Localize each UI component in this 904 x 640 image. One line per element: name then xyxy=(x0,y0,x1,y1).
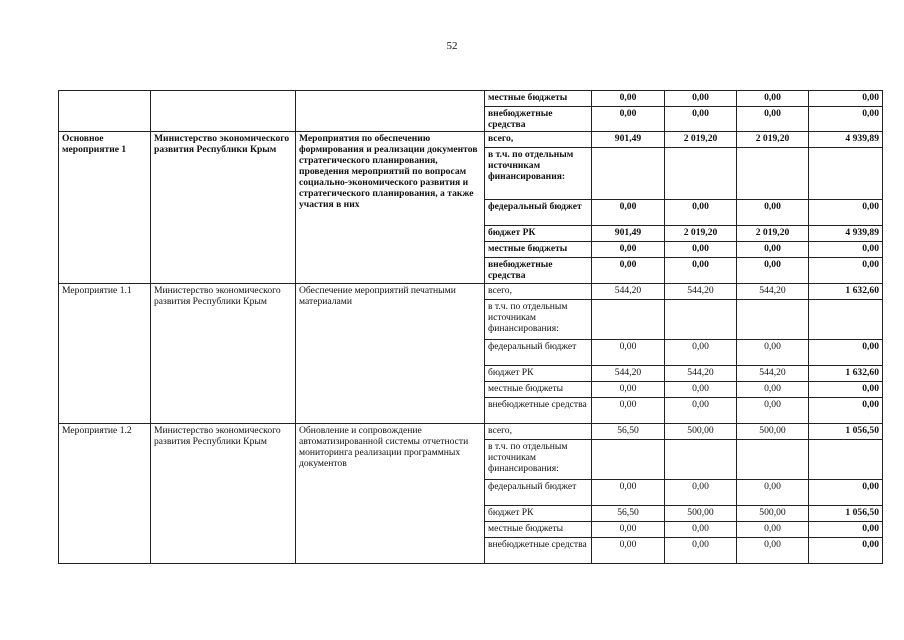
source-cell: бюджет РК xyxy=(485,226,592,242)
description-cell: Обеспечение мероприятий печатными материалами xyxy=(296,284,485,424)
total-value-cell: 0,00 xyxy=(809,242,883,258)
year-value-cell: 500,00 xyxy=(737,424,809,440)
name-cell: Мероприятие 1.2 xyxy=(59,424,151,564)
year-value-cell: 0,00 xyxy=(665,258,737,284)
year-value-cell: 0,00 xyxy=(737,107,809,132)
total-value-cell: 4 939,89 xyxy=(809,132,883,148)
executor-cell: Министерство экономического развития Республики Крым xyxy=(151,284,296,424)
source-cell: бюджет РК xyxy=(485,506,592,522)
year-value-cell: 0,00 xyxy=(592,242,665,258)
budget-table xyxy=(58,90,883,564)
source-cell: местные бюджеты xyxy=(485,382,592,398)
year-value-cell: 2 019,20 xyxy=(737,132,809,148)
year-value-cell: 56,50 xyxy=(592,424,665,440)
year-value-cell: 0,00 xyxy=(592,538,665,564)
source-cell: всего, xyxy=(485,424,592,440)
year-value-cell: 0,00 xyxy=(737,382,809,398)
total-value-cell xyxy=(809,148,883,200)
year-value-cell xyxy=(737,148,809,200)
year-value-cell: 0,00 xyxy=(737,398,809,424)
name-cell xyxy=(59,91,151,132)
year-value-cell: 500,00 xyxy=(665,506,737,522)
table-row xyxy=(59,132,883,148)
year-value-cell: 56,50 xyxy=(592,506,665,522)
year-value-cell: 0,00 xyxy=(737,522,809,538)
source-cell: местные бюджеты xyxy=(485,242,592,258)
table-row xyxy=(59,284,883,300)
total-value-cell: 1 056,50 xyxy=(809,424,883,440)
source-cell: местные бюджеты xyxy=(485,91,592,107)
year-value-cell: 0,00 xyxy=(592,258,665,284)
year-value-cell: 0,00 xyxy=(592,398,665,424)
year-value-cell: 0,00 xyxy=(665,107,737,132)
year-value-cell: 544,20 xyxy=(737,366,809,382)
source-cell: внебюджетные средства xyxy=(485,258,592,284)
year-value-cell xyxy=(592,440,665,480)
year-value-cell: 0,00 xyxy=(737,340,809,366)
year-value-cell: 0,00 xyxy=(665,242,737,258)
year-value-cell: 500,00 xyxy=(665,424,737,440)
total-value-cell: 0,00 xyxy=(809,200,883,226)
executor-cell: Министерство экономического развития Республики Крым xyxy=(151,424,296,564)
year-value-cell: 0,00 xyxy=(737,538,809,564)
year-value-cell: 544,20 xyxy=(665,366,737,382)
total-value-cell: 0,00 xyxy=(809,107,883,132)
description-cell xyxy=(296,91,485,132)
source-cell: федеральный бюджет xyxy=(485,480,592,506)
total-value-cell: 0,00 xyxy=(809,340,883,366)
source-cell: федеральный бюджет xyxy=(485,340,592,366)
year-value-cell xyxy=(665,440,737,480)
year-value-cell: 500,00 xyxy=(737,506,809,522)
source-cell: внебюджетные средства xyxy=(485,107,592,132)
table-row xyxy=(59,424,883,440)
executor-cell: Министерство экономического развития Республики Крым xyxy=(151,132,296,284)
year-value-cell: 0,00 xyxy=(665,91,737,107)
year-value-cell: 2 019,20 xyxy=(737,226,809,242)
year-value-cell: 0,00 xyxy=(665,522,737,538)
year-value-cell xyxy=(665,300,737,340)
year-value-cell xyxy=(737,440,809,480)
year-value-cell xyxy=(665,148,737,200)
total-value-cell: 0,00 xyxy=(809,91,883,107)
year-value-cell: 0,00 xyxy=(737,258,809,284)
source-cell: бюджет РК xyxy=(485,366,592,382)
page-number: 52 xyxy=(446,40,458,52)
description-cell: Мероприятия по обеспечению формирования и реализации документов стратегического планирования, проведения мероприятий по вопросам социально-экономического развития и стратегического планирования, а также участия в них xyxy=(296,132,485,284)
source-cell: местные бюджеты xyxy=(485,522,592,538)
year-value-cell: 0,00 xyxy=(592,91,665,107)
year-value-cell: 901,49 xyxy=(592,132,665,148)
source-cell: внебюджетные средства xyxy=(485,398,592,424)
total-value-cell: 1 632,60 xyxy=(809,366,883,382)
total-value-cell: 0,00 xyxy=(809,480,883,506)
total-value-cell: 0,00 xyxy=(809,538,883,564)
total-value-cell xyxy=(809,440,883,480)
year-value-cell: 2 019,20 xyxy=(665,132,737,148)
year-value-cell: 0,00 xyxy=(737,480,809,506)
year-value-cell: 2 019,20 xyxy=(665,226,737,242)
year-value-cell: 0,00 xyxy=(592,522,665,538)
description-cell: Обновление и сопровождение автоматизированной системы отчетности мониторинга реализации программных документов xyxy=(296,424,485,564)
year-value-cell: 544,20 xyxy=(737,284,809,300)
total-value-cell: 0,00 xyxy=(809,398,883,424)
year-value-cell: 544,20 xyxy=(665,284,737,300)
total-value-cell: 4 939,89 xyxy=(809,226,883,242)
year-value-cell: 0,00 xyxy=(592,340,665,366)
year-value-cell: 0,00 xyxy=(665,480,737,506)
year-value-cell: 0,00 xyxy=(737,242,809,258)
year-value-cell xyxy=(592,148,665,200)
source-cell: в т.ч. по отдельным источникам финансирования: xyxy=(485,440,592,480)
year-value-cell xyxy=(737,300,809,340)
year-value-cell: 0,00 xyxy=(665,538,737,564)
source-cell: внебюджетные средства xyxy=(485,538,592,564)
year-value-cell: 0,00 xyxy=(665,382,737,398)
source-cell: федеральный бюджет xyxy=(485,200,592,226)
year-value-cell: 544,20 xyxy=(592,284,665,300)
executor-cell xyxy=(151,91,296,132)
year-value-cell: 544,20 xyxy=(592,366,665,382)
total-value-cell xyxy=(809,300,883,340)
source-cell: в т.ч. по отдельным источникам финансирования: xyxy=(485,148,592,200)
total-value-cell: 1 056,50 xyxy=(809,506,883,522)
total-value-cell: 0,00 xyxy=(809,382,883,398)
year-value-cell: 0,00 xyxy=(592,480,665,506)
total-value-cell: 0,00 xyxy=(809,522,883,538)
year-value-cell: 0,00 xyxy=(592,382,665,398)
year-value-cell: 0,00 xyxy=(737,200,809,226)
total-value-cell: 0,00 xyxy=(809,258,883,284)
year-value-cell: 0,00 xyxy=(592,200,665,226)
year-value-cell: 0,00 xyxy=(737,91,809,107)
year-value-cell: 0,00 xyxy=(592,107,665,132)
name-cell: Мероприятие 1.1 xyxy=(59,284,151,424)
year-value-cell: 0,00 xyxy=(665,340,737,366)
source-cell: в т.ч. по отдельным источникам финансирования: xyxy=(485,300,592,340)
year-value-cell: 0,00 xyxy=(665,200,737,226)
year-value-cell: 0,00 xyxy=(665,398,737,424)
source-cell: всего, xyxy=(485,284,592,300)
table-row xyxy=(59,91,883,107)
source-cell: всего, xyxy=(485,132,592,148)
year-value-cell xyxy=(592,300,665,340)
name-cell: Основное мероприятие 1 xyxy=(59,132,151,284)
year-value-cell: 901,49 xyxy=(592,226,665,242)
total-value-cell: 1 632,60 xyxy=(809,284,883,300)
